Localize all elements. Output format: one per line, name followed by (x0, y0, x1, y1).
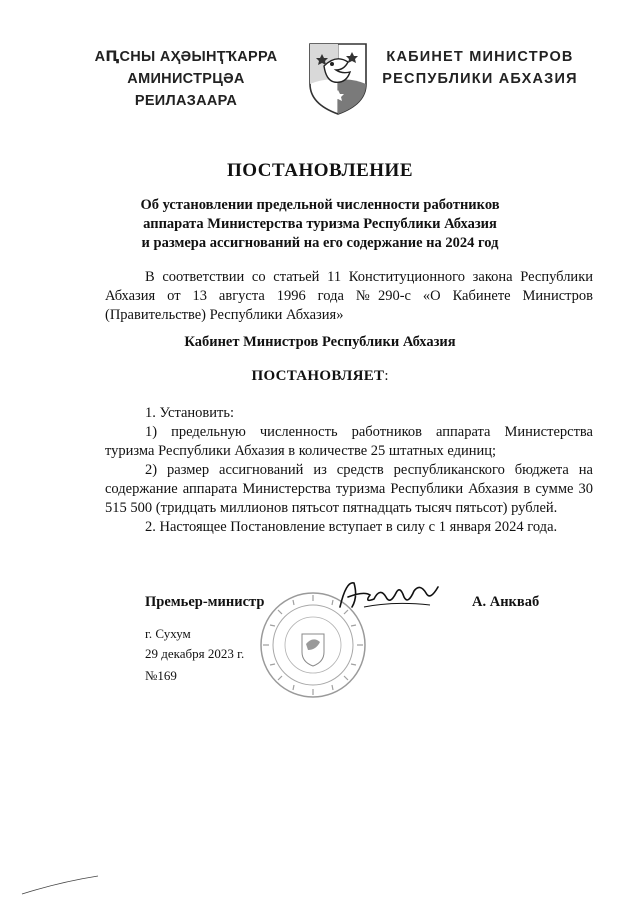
meta-date: 29 декабря 2023 г. (145, 646, 245, 661)
handwritten-signature-icon (334, 577, 444, 613)
item-1-1: 1) предельную численность работников аппарата Министерства туризма Республики Абхазия в количестве 25 штатных единиц; (105, 424, 593, 459)
signatory-name: А. Анкваб (472, 594, 540, 610)
document-subject (110, 196, 530, 253)
subject-line-3: и размера ассигнований на его содержание на 2024 год (141, 235, 499, 251)
resolves-line (0, 368, 640, 385)
item-1-2: 2) размер ассигнований из средств республиканского бюджета на содержание аппарата Министерства туризма Республики Абхазия в сумме 30 515 500 (тридцать миллионов пятьсот пятнадцать тысяч пятьсот) рублей. (105, 462, 593, 516)
item-2: 2. Настоящее Постановление вступает в силу с 1 января 2024 года. (145, 519, 558, 535)
resolves-colon: : (384, 368, 389, 384)
header-left-line1: АԤСНЫ АҲӘЫНҬҠАРРА (94, 49, 278, 65)
subject-line-1: Об установлении предельной численности работников (140, 197, 500, 213)
resolution-items (105, 404, 593, 537)
header-left-line2: АМИНИСТРЦӘА РЕИЛАЗААРА (127, 71, 245, 109)
signatory-role: Премьер-министр (145, 594, 265, 610)
meta-number: №169 (145, 668, 177, 683)
scan-mark-line (20, 872, 100, 896)
abkhazia-emblem-icon (306, 40, 370, 116)
preamble-paragraph: В соответствии со статьей 11 Конституционного закона Республики Абхазия от 13 августа 1996 года №290-с «О Кабинете Министров (Правительстве) Республики Абхазия» (105, 269, 593, 323)
subject-line-2: аппарата Министерства туризма Республики Абхазия (143, 216, 497, 232)
header-right-line2: РЕСПУБЛИКИ АБХАЗИЯ (382, 71, 578, 87)
header-right (380, 46, 580, 90)
header-left (76, 46, 296, 112)
meta-city: г. Сухум (145, 626, 191, 641)
item-1: 1. Установить: (145, 405, 235, 421)
resolves-word: ПОСТАНОВЛЯЕТ (251, 368, 385, 384)
document-title: ПОСТАНОВЛЕНИЕ (226, 160, 414, 181)
header-right-line1: КАБИНЕТ МИНИСТРОВ (386, 49, 574, 65)
issuer-line: Кабинет Министров Республики Абхазия (184, 334, 456, 350)
